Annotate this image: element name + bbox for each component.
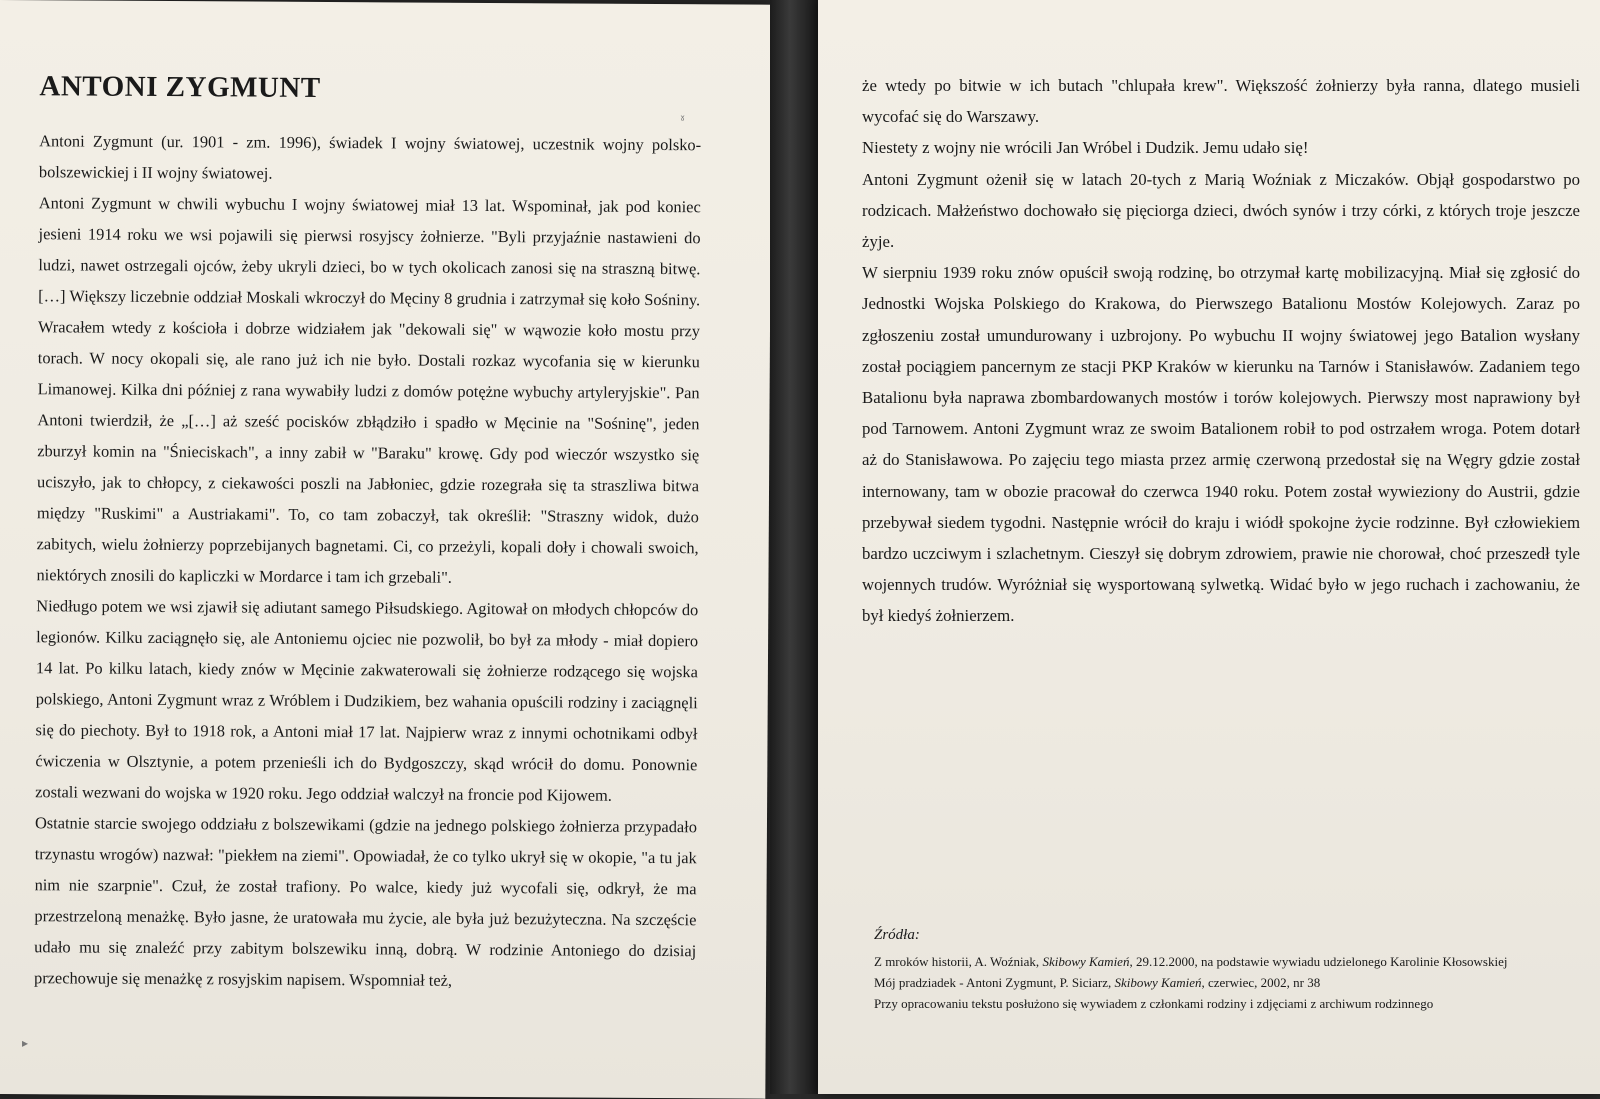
source-text: Mój pradziadek - Antoni Zygmunt, P. Siciarz, bbox=[874, 975, 1115, 990]
source-publication: Skibowy Kamień bbox=[1042, 954, 1130, 969]
right-paragraph: Antoni Zygmunt ożenił się w latach 20-tych z Marią Woźniak z Miczaków. Objął gospodarstwo po rodzicach. Małżeństwo dochowało się pięciorga dzieci, dwóch synów i trzy córki, z których troje jeszcze żyje. bbox=[862, 169, 1580, 252]
page-title: ANTONI ZYGMUNT bbox=[39, 70, 321, 104]
sources-heading: Źródła: bbox=[874, 927, 920, 943]
source-entry bbox=[874, 954, 1574, 969]
left-paragraph: Antoni Zygmunt w chwili wybuchu I wojny światowej miał 13 lat. Wspominał, jak pod koniec jesieni 1914 roku we wsi pojawili się pierwsi rosyjscy żołnierze. "Byli przyjaźnie nastawieni do ludzi, nawet ostrzegali ojców, żeby ukryli dzieci, bo w tych okolicach zanosi się na straszną bitwę. […] Większy liczebnie oddział Moskali wkroczył do Męciny 8 grudnia i zatrzymał się koło Sośniny. Wracałem wtedy z kościoła i dobrze widziałem jak "dekowali się" w wąwozie koło mostu przy torach. W nocy okopali się, ale rano już ich nie było. Dostali rozkaz wycofania się w kierunku Limanowej. Kilka dni później z rana wywabiły ludzi z domów potężne wybuchy artyleryjskie". Pan Antoni twierdził, że „[…] aż sześć pocisków zbłądziło i spadło w Męcinie na "Sośninę", jeden zburzył komin na "Śnieciskach", a inny zabił w "Baraku" krowę. Gdy pod wieczór wszystko się uciszyło, jak to chłopcy, z ciekawości poszli na Jabłoniec, gdzie rozegrała się ta straszliwa bitwa między "Ruskimi" a Austriakami". To, co tam zobaczył, tak określił: "Straszny widok, dużo zabitych, wielu żołnierzy poprzebijanych bagnetami. Ci, co przeżyli, kopali doły i chowali swoich, niektórych znosili do kapliczki w Mordarce i tam ich grzebali". bbox=[36, 193, 701, 587]
source-entry bbox=[874, 996, 1574, 1011]
page-gap bbox=[770, 0, 820, 1094]
source-text: , 29.12.2000, na podstawie wywiadu udzielonego Karolinie Kłosowskiej bbox=[1129, 954, 1508, 969]
left-paragraph: Ostatnie starcie swojego oddziału z bolszewikami (gdzie na jednego polskiego żołnierza przypadało trzynastu wrogów) nazwał: "piekłem na ziemi". Opowiadał, że co tylko ukrył się w okopie, "a tu jak nim nie szarpnie". Czuł, że został trafiony. Po walce, kiedy już wycofali się, odkrył, że ma przestrzeloną menażkę. Było jasne, że uratowała mu życie, ale była już bezużyteczna. Na szczęście udało mu się znaleźć przy zabitym bolszewiku inną, dobrą. W rodzinie Antoniego do dzisiaj przechowuje się menażkę z rosyjskim napisem. Wspomniał też, bbox=[33, 813, 698, 990]
left-paragraph: Niedługo potem we wsi zjawił się adiutant samego Piłsudskiego. Agitował on młodych chłopców do legionów. Kilku zaciągnęło się, ale Antoniemu ojciec nie pozwolił, bo był za młody - miał dopiero 14 lat. Po kilku latach, kiedy znów w Męcinie zakwaterowali się żołnierze rodzącego się wojska polskiego, Antoni Zygmunt wraz z Wróblem i Dudzikiem, bez wahania opuścili rodziny i zaciągnęli się do piechoty. Był to 1918 rok, a Antoni miał 17 lat. Najpierw wraz z innymi ochotnikami odbył ćwiczenia w Olsztynie, a potem przenieśli ich do Bydgoszczy, skąd wrócił do domu. Ponownie zostali wezwani do wojska w 1920 roku. Jego oddział walczył na froncie pod Kijowem. bbox=[35, 596, 699, 805]
left-paragraph: Antoni Zygmunt (ur. 1901 - zm. 1996), świadek I wojny światowej, uczestnik wojny polsko-bolszewickiej i II wojny światowej. bbox=[38, 131, 702, 183]
left-page bbox=[0, 0, 772, 1099]
source-publication: Skibowy Kamień bbox=[1114, 975, 1202, 990]
source-text: , czerwiec, 2002, nr 38 bbox=[1201, 975, 1321, 990]
sources-section bbox=[874, 927, 1574, 1017]
right-paragraph: że wtedy po bitwie w ich butach "chlupała krew". Większość żołnierzy była ranna, dlatego musieli wycofać się do Warszawy. bbox=[862, 76, 1580, 127]
source-text: Z mroków historii, A. Woźniak, bbox=[874, 954, 1043, 969]
right-paragraph: Niestety z wojny nie wrócili Jan Wróbel i Dudzik. Jemu udało się! bbox=[862, 138, 1309, 158]
pin-icon: ˠ bbox=[680, 112, 686, 126]
pin-icon: ▸ bbox=[22, 1036, 29, 1050]
source-text: Przy opracowaniu tekstu posłużono się wywiadem z członkami rodziny i zdjęciami z archiwum rodzinnego bbox=[874, 996, 1434, 1011]
source-entry bbox=[874, 975, 1574, 990]
right-paragraph: W sierpniu 1939 roku znów opuścił swoją rodzinę, bo otrzymał kartę mobilizacyjną. Miał się zgłosić do Jednostki Wojska Polskiego do Krakowa, do Pierwszego Batalionu Mostów Kolejowych. Zaraz po zgłoszeniu został umundurowany i uzbrojony. Po wybuchu II wojny światowej jego Batalion wysłany został pociągiem pancernym ze stacji PKP Kraków w kierunku na Tarnów i Stanisławów. Zadaniem tego Batalionu była naprawa zbombardowanych mostów i torów kolejowych. Pierwszy most naprawiony był pod Tarnowem. Antoni Zygmunt wraz ze swoim Batalionem robił to pod ostrzałem wroga. Potem dotarł aż do Stanisławowa. Po zajęciu tego miasta przez armię czerwoną przedostał się na Węgry gdzie został internowany, tam w obozie pracował do czerwca 1940 roku. Potem został wywieziony do Austrii, gdzie przebywał siedem tygodni. Następnie wrócił do kraju i wiódł spokojne życie rodzinne. Był człowiekiem bardzo uczciwym i szlachetnym. Cieszył się dobrym zdrowiem, prawie nie chorował, choć przeszedł tyle wojennych trudów. Wyróżniał się wysportowaną sylwetką. Widać było w jego ruchach i zachowaniu, że był kiedyś żołnierzem. bbox=[862, 263, 1580, 626]
